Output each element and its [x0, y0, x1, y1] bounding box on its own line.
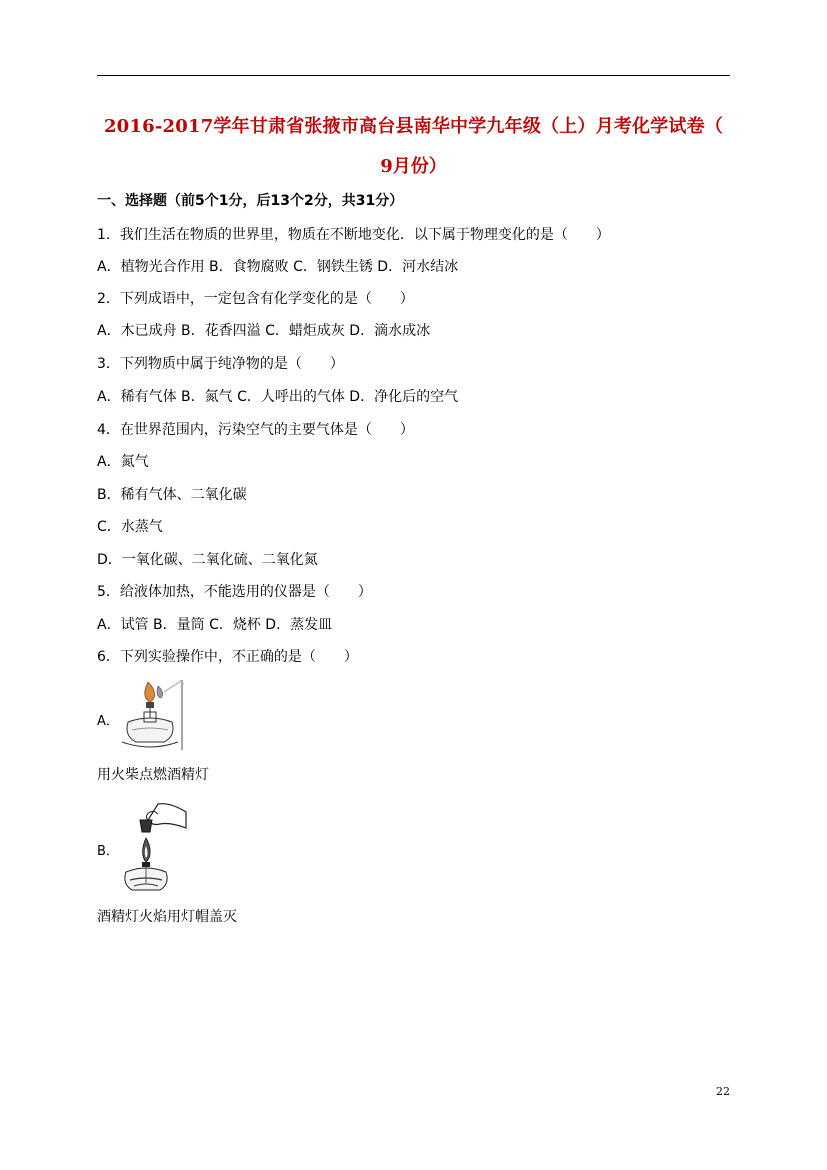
exam-title-line1: 2016-2017学年甘肃省张掖市高台县南华中学九年级（上）月考化学试卷（	[103, 116, 724, 137]
question-6-option-a-label: A．	[97, 714, 119, 729]
question-4-stem: 4．在世界范围内，污染空气的主要气体是（ ）	[97, 422, 414, 438]
exam-title-line2: 9月份）	[380, 156, 447, 177]
section-heading: 一、选择题（前5个1分，后13个2分，共31分）	[97, 193, 404, 209]
question-1-stem: 1．我们生活在物质的世界里，物质在不断地变化．以下属于物理变化的是（ ）	[97, 227, 610, 243]
question-5-stem: 5．给液体加热，不能选用的仪器是（ ）	[97, 584, 372, 600]
question-2-stem: 2．下列成语中，一定包含有化学变化的是（ ）	[97, 291, 414, 307]
question-4-option-b: B．稀有气体、二氧化碳	[97, 487, 247, 503]
question-2-options: A．木已成舟 B．花香四溢 C．蜡炬成灰 D．滴水成冰	[97, 323, 431, 339]
question-6-stem: 6．下列实验操作中，不正确的是（ ）	[97, 649, 358, 665]
question-3-options: A．稀有气体 B．氮气 C．人呼出的气体 D．净化后的空气	[97, 389, 459, 405]
header-rule	[97, 75, 730, 76]
question-4-option-a: A．氮气	[97, 454, 149, 470]
question-6-option-b-label: B．	[97, 844, 119, 859]
lamp-lighting-figure	[118, 678, 186, 752]
question-4-option-c: C．水蒸气	[97, 519, 163, 535]
question-1-options: A．植物光合作用 B．食物腐败 C．钢铁生锈 D．河水结冰	[97, 259, 459, 275]
question-5-options: A．试管 B．量筒 C．烧杯 D．蒸发皿	[97, 617, 333, 633]
question-6-option-a-caption: 用火柴点燃酒精灯	[97, 767, 209, 783]
page-number: 22	[716, 1085, 730, 1098]
question-6-option-b-caption: 酒精灯火焰用灯帽盖灭	[97, 909, 237, 925]
question-4-option-d: D．一氧化碳、二氧化硫、二氧化氮	[97, 552, 318, 568]
question-3-stem: 3．下列物质中属于纯净物的是（ ）	[97, 356, 344, 372]
lamp-cap-extinguish-figure	[118, 798, 188, 894]
